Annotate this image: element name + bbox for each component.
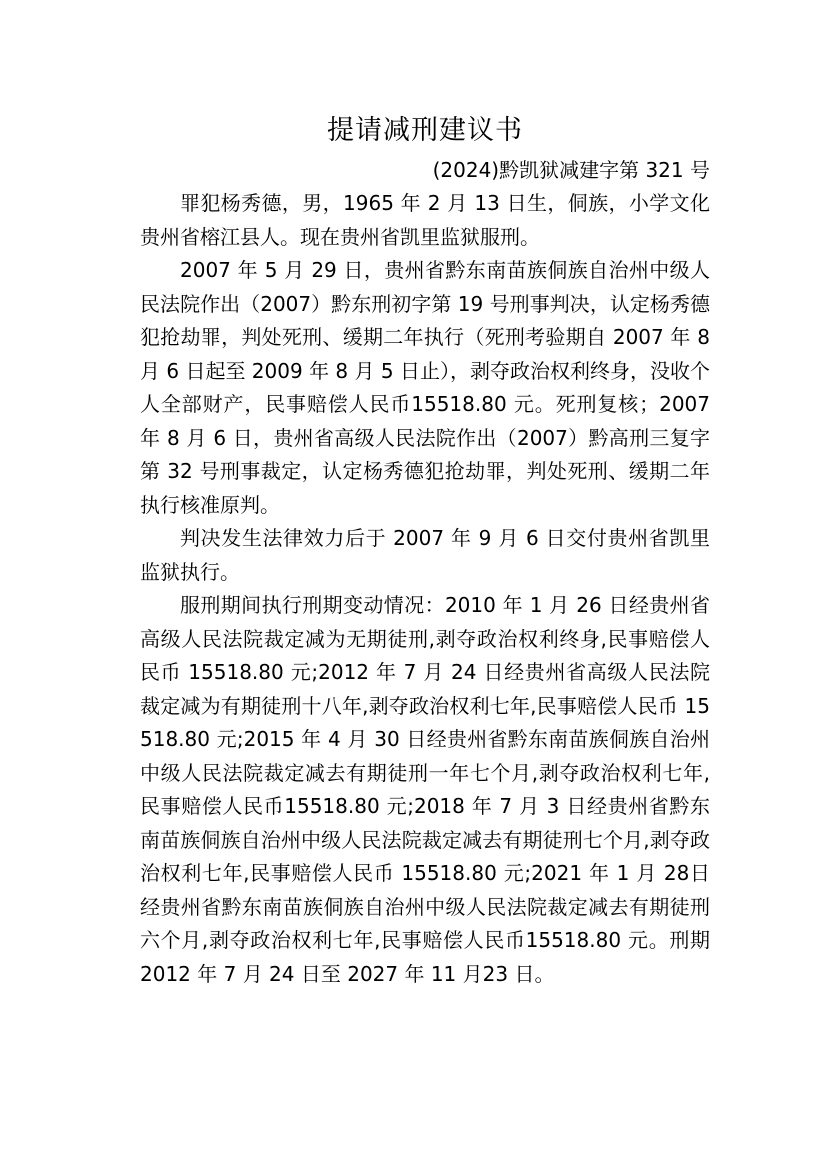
paragraph-original-judgment: 2007 年 5 月 29 日，贵州省黔东南苗族侗族自治州中级人民法院作出（2007）黔东刑初字第 19 号刑事判决，认定杨秀德犯抢劫罪，判处死刑、缓期二年执行（死刑考验期自 2007 年 8 月 6 日起至 2009 年 8 月 5 日止），剥夺政治权利终身，没收个人全部财产，民事赔偿人民币15518.80 元。死刑复核；2007 年 8 月 6 日，贵州省高级人民法院作出（2007）黔高刑三复字第 32 号刑事裁定，认定杨秀德犯抢劫罪，判处死刑、缓期二年执行核准原判。 [140, 258, 710, 517]
document-number: (2024)黔凯狱减建字第 321 号 [432, 158, 710, 182]
document-title: 提请减刑建议书 [327, 115, 523, 146]
document-body [140, 112, 710, 991]
paragraph-criminal-info: 罪犯杨秀德，男，1965 年 2 月 13 日生，侗族，小学文化贵州省榕江县人。现在贵州省凯里监狱服刑。 [140, 191, 710, 249]
paragraph-sentence-changes: 服刑期间执行刑期变动情况：2010 年 1 月 26 日经贵州省高级人民法院裁定减为无期徒刑,剥夺政治权利终身,民事赔偿人民币 15518.80 元;2012 年 7 月 24 日经贵州省高级人民法院裁定减为有期徒刑十八年,剥夺政治权利七年,民事赔偿人民币 15518.80 元;2015 年 4 月 30 日经贵州省黔东南苗族侗族自治州中级人民法院裁定减去有期徒刑一年七个月,剥夺政治权利七年,民事赔偿人民币15518.80 元;2018 年 7 月 3 日经贵州省黔东南苗族侗族自治州中级人民法院裁定减去有期徒刑七个月,剥夺政治权利七年,民事赔偿人民币 15518.80 元;2021 年 1 月 28日经贵州省黔东南苗族侗族自治州中级人民法院裁定减去有期徒刑六个月,剥夺政治权利七年,民事赔偿人民币15518.80 元。刑期 2012 年 7 月 24 日至 2027 年 11 月23 日。 [140, 593, 710, 986]
paragraph-prison-delivery: 判决发生法律效力后于 2007 年 9 月 6 日交付贵州省凯里监狱执行。 [140, 526, 710, 584]
